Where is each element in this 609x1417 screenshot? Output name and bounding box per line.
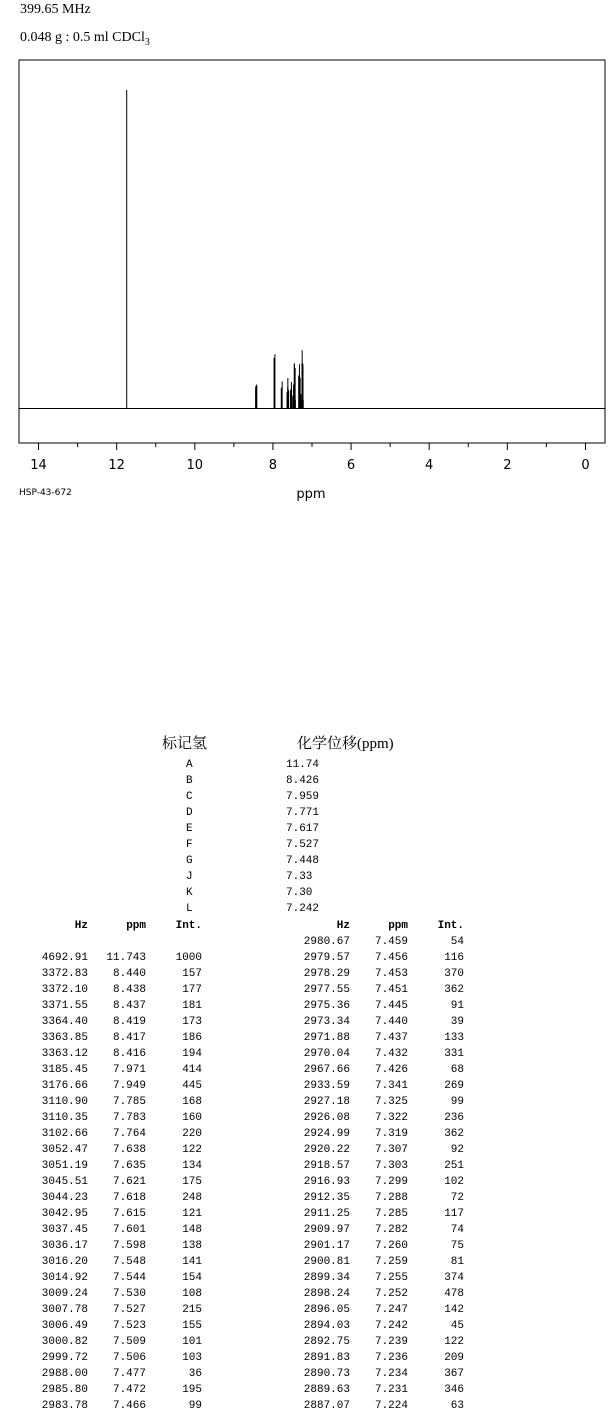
peak-ppm: 7.231 [374, 1384, 408, 1396]
peak-int: 331 [444, 1048, 464, 1060]
peak-row [288, 1302, 464, 1318]
x-tick-label-2: 2 [503, 458, 512, 473]
molecule-structure [0, 505, 609, 730]
peak-ppm: 7.285 [374, 1208, 408, 1220]
peak-int: 138 [182, 1240, 202, 1252]
header-int: Int. [437, 920, 464, 932]
peak-ppm: 7.247 [374, 1304, 408, 1316]
peak-ppm: 8.438 [112, 984, 146, 996]
peak-row [26, 1158, 202, 1174]
peak-row [26, 1206, 202, 1222]
peak-ppm: 7.477 [112, 1368, 146, 1380]
x-tick-label-10: 10 [186, 458, 204, 473]
peak-row [288, 1398, 464, 1414]
peak-ppm: 7.432 [374, 1048, 408, 1060]
peak-hz: 2980.67 [303, 936, 350, 948]
assignment-table [186, 757, 319, 917]
peak-int: 236 [444, 1112, 464, 1124]
peak-row [26, 1270, 202, 1286]
peak-hz: 2896.05 [303, 1304, 350, 1316]
peak-hz: 2901.17 [303, 1240, 350, 1252]
peak-table-right [288, 918, 464, 1414]
peak-hz: 3052.47 [41, 1144, 88, 1156]
peak-int: 177 [182, 984, 202, 996]
peak-int: 74 [450, 1224, 464, 1236]
peak-row [288, 1174, 464, 1190]
peak-int: 148 [182, 1224, 202, 1236]
assignment-row [186, 837, 319, 853]
peak-hz: 2988.00 [41, 1368, 88, 1380]
peak-row [26, 1062, 202, 1078]
x-tick-label-0: 0 [581, 458, 590, 473]
peak-hz: 2891.83 [303, 1352, 350, 1364]
peak-row [26, 1142, 202, 1158]
peak-hz: 2971.88 [303, 1032, 350, 1044]
peak-ppm: 7.341 [374, 1080, 408, 1092]
sample-main: 0.048 g : 0.5 ml CDCl [20, 30, 145, 45]
peak-ppm: 8.419 [112, 1016, 146, 1028]
peak-int: 367 [444, 1368, 464, 1380]
peak-int: 478 [444, 1288, 464, 1300]
x-tick-label-8: 8 [268, 458, 278, 473]
assignment-shift: 8.426 [286, 775, 320, 787]
peak-row [26, 1382, 202, 1398]
peak-ppm: 7.260 [374, 1240, 408, 1252]
peak-hz: 2933.59 [303, 1080, 350, 1092]
peak-int: 54 [450, 936, 464, 948]
peak-hz: 3042.95 [41, 1208, 88, 1220]
peak-hz: 2978.29 [303, 968, 350, 980]
peak-row [288, 1046, 464, 1062]
assignment-row [186, 901, 319, 917]
peak-ppm: 7.472 [112, 1384, 146, 1396]
header-ppm: ppm [126, 920, 146, 932]
peak-int: 103 [182, 1352, 202, 1364]
peak-ppm: 7.426 [374, 1064, 408, 1076]
peak-hz: 2977.55 [303, 984, 350, 996]
peak-row [288, 1158, 464, 1174]
peak-ppm: 7.299 [374, 1176, 408, 1188]
peak-hz: 2979.57 [303, 952, 350, 964]
peak-hz: 2983.78 [41, 1400, 88, 1412]
peak-int: 92 [450, 1144, 464, 1156]
peak-int: 91 [450, 1000, 464, 1012]
assignment-row [186, 789, 319, 805]
peak-ppm: 7.949 [112, 1080, 146, 1092]
peak-row [26, 1110, 202, 1126]
assignment-shift: 7.242 [286, 903, 320, 915]
peak-row [288, 1350, 464, 1366]
peak-int: 142 [444, 1304, 464, 1316]
peak-hz: 3102.66 [41, 1128, 88, 1140]
peak-ppm: 7.252 [374, 1288, 408, 1300]
peak-int: 154 [182, 1272, 202, 1284]
peak-int: 63 [450, 1400, 464, 1412]
peak-ppm: 7.325 [374, 1096, 408, 1108]
peak-ppm: 7.615 [112, 1208, 146, 1220]
peak-row [288, 1318, 464, 1334]
peak-ppm: 7.548 [112, 1256, 146, 1268]
peak-row [26, 982, 202, 998]
peak-hz: 3006.49 [41, 1320, 88, 1332]
peak-hz: 2912.35 [303, 1192, 350, 1204]
peak-int: 215 [182, 1304, 202, 1316]
spectrometer-frequency: 399.65 MHz [20, 2, 91, 17]
peak-ppm: 7.527 [112, 1304, 146, 1316]
peak-hz: 3371.55 [41, 1000, 88, 1012]
peak-row [288, 966, 464, 982]
assignment-label: E [186, 823, 193, 835]
peak-hz: 2967.66 [303, 1064, 350, 1076]
peak-ppm: 7.282 [374, 1224, 408, 1236]
peak-row [288, 1254, 464, 1270]
peak-ppm: 7.288 [374, 1192, 408, 1204]
assignment-row [186, 885, 319, 901]
peak-row [26, 1302, 202, 1318]
peak-int: 194 [182, 1048, 202, 1060]
peak-row [288, 1142, 464, 1158]
peak-hz: 2920.22 [303, 1144, 350, 1156]
peak-hz: 3014.92 [41, 1272, 88, 1284]
assignment-shift: 7.771 [286, 807, 320, 819]
peak-row [288, 1094, 464, 1110]
peak-int: 101 [182, 1336, 202, 1348]
peak-ppm: 7.621 [112, 1176, 146, 1188]
peak-int: 1000 [175, 952, 202, 964]
peak-hz: 2898.24 [303, 1288, 350, 1300]
peak-row [288, 1078, 464, 1094]
assignment-row [186, 821, 319, 837]
peak-int: 134 [182, 1160, 202, 1172]
peak-row [288, 1366, 464, 1382]
peak-int: 362 [444, 984, 464, 996]
peak-hz: 2890.73 [303, 1368, 350, 1380]
peak-ppm: 7.523 [112, 1320, 146, 1332]
peak-ppm: 7.259 [374, 1256, 408, 1268]
peak-row [26, 1078, 202, 1094]
assignment-shift: 11.74 [286, 759, 320, 771]
peak-row [26, 1030, 202, 1046]
x-tick-label-14: 14 [30, 458, 47, 473]
peak-int: 36 [188, 1368, 202, 1380]
peak-int: 181 [182, 1000, 202, 1012]
assignment-label: G [186, 855, 193, 867]
peak-ppm: 7.456 [374, 952, 408, 964]
peak-int: 121 [182, 1208, 202, 1220]
assignment-shift: 7.527 [286, 839, 320, 851]
peak-int: 122 [444, 1336, 464, 1348]
peak-ppm: 7.530 [112, 1288, 146, 1300]
peak-hz: 2887.07 [303, 1400, 350, 1412]
peak-row [288, 1126, 464, 1142]
peak-ppm: 7.451 [374, 984, 408, 996]
peak-hz: 2927.18 [303, 1096, 350, 1108]
peak-int: 414 [182, 1064, 202, 1076]
peak-hz: 3016.20 [41, 1256, 88, 1268]
peak-ppm: 7.544 [112, 1272, 146, 1284]
peak-hz: 2900.81 [303, 1256, 350, 1268]
peak-row [288, 934, 464, 950]
peak-hz: 3045.51 [41, 1176, 88, 1188]
peak-hz: 2899.34 [303, 1272, 350, 1284]
peak-int: 362 [444, 1128, 464, 1140]
peak-hz: 2975.36 [303, 1000, 350, 1012]
assignment-row [186, 869, 319, 885]
x-tick-label-12: 12 [108, 458, 125, 473]
peak-hz: 4692.91 [41, 952, 88, 964]
peaks-group [127, 90, 304, 408]
peak-int: 195 [182, 1384, 202, 1396]
peak-int: 445 [182, 1080, 202, 1092]
peak-row [26, 1126, 202, 1142]
peak-hz: 2894.03 [303, 1320, 350, 1332]
header-hz: Hz [74, 920, 88, 932]
peak-row [288, 1222, 464, 1238]
peak-row [26, 1350, 202, 1366]
peak-hz: 3036.17 [41, 1240, 88, 1252]
peak-row [288, 1270, 464, 1286]
peak-int: 370 [444, 968, 464, 980]
peak-hz: 2924.99 [303, 1128, 350, 1140]
peak-row [26, 1398, 202, 1414]
assignment-row [186, 773, 319, 789]
peak-int: 251 [444, 1160, 464, 1172]
peak-ppm: 7.239 [374, 1336, 408, 1348]
header-int: Int. [175, 920, 202, 932]
peak-ppm: 8.417 [112, 1032, 146, 1044]
peak-ppm: 11.743 [106, 952, 146, 964]
peak-int: 133 [444, 1032, 464, 1044]
peak-row [288, 1206, 464, 1222]
peak-hz: 2892.75 [303, 1336, 350, 1348]
peak-int: 168 [182, 1096, 202, 1108]
peak-int: 155 [182, 1320, 202, 1332]
peak-row [26, 1286, 202, 1302]
peak-int: 122 [182, 1144, 202, 1156]
peak-row [26, 998, 202, 1014]
peak-ppm: 7.785 [112, 1096, 146, 1108]
peak-hz: 3007.78 [41, 1304, 88, 1316]
peak-ppm: 7.440 [374, 1016, 408, 1028]
peak-hz: 2985.80 [41, 1384, 88, 1396]
peak-hz: 3363.12 [41, 1048, 88, 1060]
peak-hz: 3000.82 [41, 1336, 88, 1348]
peak-int: 75 [450, 1240, 464, 1252]
assignment-header-label: 标记氢 [162, 736, 208, 752]
assignment-label: B [186, 775, 193, 787]
peak-row [26, 1222, 202, 1238]
header-hz: Hz [336, 920, 350, 932]
peak-ppm: 7.453 [374, 968, 408, 980]
peak-row [288, 1014, 464, 1030]
peak-row [288, 982, 464, 998]
peak-row [26, 1318, 202, 1334]
peak-hz: 3372.10 [41, 984, 88, 996]
peak-row [26, 1094, 202, 1110]
assignment-shift: 7.30 [286, 887, 313, 899]
peak-int: 102 [444, 1176, 464, 1188]
assignment-shift: 7.33 [286, 871, 313, 883]
peak-hz: 3176.66 [41, 1080, 88, 1092]
peak-ppm: 7.601 [112, 1224, 146, 1236]
peak-row [26, 950, 202, 966]
assignment-row [186, 853, 319, 869]
peak-hz: 2970.04 [303, 1048, 350, 1060]
peak-int: 173 [182, 1016, 202, 1028]
peak-row [288, 1382, 464, 1398]
peak-ppm: 7.598 [112, 1240, 146, 1252]
peak-table-left-header [26, 918, 202, 934]
assignment-label: L [186, 903, 193, 915]
peak-row [26, 1366, 202, 1382]
peak-row [288, 1190, 464, 1206]
peak-ppm: 7.466 [112, 1400, 146, 1412]
peak-ppm: 7.224 [374, 1400, 408, 1412]
peak-ppm: 7.319 [374, 1128, 408, 1140]
peak-hz: 3364.40 [41, 1016, 88, 1028]
peak-ppm: 7.618 [112, 1192, 146, 1204]
peak-int: 108 [182, 1288, 202, 1300]
peak-int: 68 [450, 1064, 464, 1076]
peak-ppm: 8.440 [112, 968, 146, 980]
peak-row [26, 1014, 202, 1030]
peak-row [26, 1334, 202, 1350]
assignment-label: D [186, 807, 193, 819]
nmr-spectrum-chart [0, 0, 609, 505]
peak-int: 175 [182, 1176, 202, 1188]
peak-hz: 2909.97 [303, 1224, 350, 1236]
peak-hz: 3044.23 [41, 1192, 88, 1204]
peak-int: 81 [450, 1256, 464, 1268]
peak-int: 209 [444, 1352, 464, 1364]
peak-ppm: 7.303 [374, 1160, 408, 1172]
peak-row [288, 1062, 464, 1078]
peak-ppm: 7.322 [374, 1112, 408, 1124]
peak-table-right-header [288, 918, 464, 934]
assignment-label: A [186, 759, 193, 771]
x-tick-label-6: 6 [346, 458, 356, 473]
peak-hz: 3051.19 [41, 1160, 88, 1172]
peak-ppm: 7.242 [374, 1320, 408, 1332]
peak-hz: 2916.93 [303, 1176, 350, 1188]
assignment-label: K [186, 887, 193, 899]
peak-row [288, 1334, 464, 1350]
peak-hz: 3110.90 [41, 1096, 88, 1108]
peak-hz: 2926.08 [303, 1112, 350, 1124]
peak-int: 99 [450, 1096, 464, 1108]
peak-int: 99 [188, 1400, 202, 1412]
peak-ppm: 7.255 [374, 1272, 408, 1284]
peak-int: 39 [450, 1016, 464, 1028]
peak-hz: 3009.24 [41, 1288, 88, 1300]
peak-ppm: 7.509 [112, 1336, 146, 1348]
peak-int: 186 [182, 1032, 202, 1044]
peak-ppm: 7.307 [374, 1144, 408, 1156]
x-axis-label: ppm [296, 487, 326, 502]
assignment-label: F [186, 839, 193, 851]
assignment-row [186, 805, 319, 821]
peak-hz: 3185.45 [41, 1064, 88, 1076]
peak-ppm: 7.638 [112, 1144, 146, 1156]
x-tick-label-4: 4 [425, 458, 434, 473]
peak-int: 141 [182, 1256, 202, 1268]
peak-ppm: 7.971 [112, 1064, 146, 1076]
peak-hz: 3372.83 [41, 968, 88, 980]
peak-table-left [26, 918, 202, 1414]
header-ppm: ppm [388, 920, 408, 932]
assignment-shift: 7.959 [286, 791, 320, 803]
peak-ppm: 7.234 [374, 1368, 408, 1380]
peak-int: 116 [444, 952, 464, 964]
peak-int: 248 [182, 1192, 202, 1204]
peak-ppm: 8.437 [112, 1000, 146, 1012]
peak-ppm: 7.764 [112, 1128, 146, 1140]
peak-row [288, 1238, 464, 1254]
peak-row [288, 1286, 464, 1302]
peak-row [288, 950, 464, 966]
peak-row [288, 998, 464, 1014]
peak-hz: 2918.57 [303, 1160, 350, 1172]
assignment-shift: 7.617 [286, 823, 320, 835]
peak-ppm: 7.635 [112, 1160, 146, 1172]
x-axis-ticks [30, 443, 589, 473]
peak-ppm: 7.236 [374, 1352, 408, 1364]
spectrum-code: HSP-43-672 [19, 488, 72, 498]
peak-row [26, 1254, 202, 1270]
peak-hz: 2889.63 [303, 1384, 350, 1396]
assignment-label: C [186, 791, 193, 803]
peak-row [26, 1046, 202, 1062]
sample-subscript: 3 [144, 36, 150, 48]
peak-int: 220 [182, 1128, 202, 1140]
peak-row [26, 1190, 202, 1206]
peak-int: 160 [182, 1112, 202, 1124]
assignment-row [186, 757, 319, 773]
peak-int: 45 [450, 1320, 464, 1332]
peak-int: 157 [182, 968, 202, 980]
peak-ppm: 7.445 [374, 1000, 408, 1012]
peak-int: 374 [444, 1272, 464, 1284]
peak-ppm: 7.783 [112, 1112, 146, 1124]
peak-row [288, 1030, 464, 1046]
peak-ppm: 7.437 [374, 1032, 408, 1044]
assignment-label: J [186, 871, 193, 883]
peak-ppm: 8.416 [112, 1048, 146, 1060]
peak-hz: 2999.72 [41, 1352, 88, 1364]
peak-int: 346 [444, 1384, 464, 1396]
peak-hz: 3037.45 [41, 1224, 88, 1236]
peak-hz: 2911.25 [303, 1208, 350, 1220]
peak-hz: 2973.34 [303, 1016, 350, 1028]
peak-int: 72 [450, 1192, 464, 1204]
assignment-header-shift: 化学位移(ppm) [297, 736, 394, 752]
peak-ppm: 7.459 [374, 936, 408, 948]
peak-hz: 3110.35 [41, 1112, 88, 1124]
peak-ppm: 7.506 [112, 1352, 146, 1364]
assignment-shift: 7.448 [286, 855, 320, 867]
peak-int: 269 [444, 1080, 464, 1092]
peak-int: 117 [444, 1208, 464, 1220]
peak-row [288, 1110, 464, 1126]
peak-row [26, 1174, 202, 1190]
peak-hz: 3363.85 [41, 1032, 88, 1044]
plot-frame [19, 60, 605, 443]
peak-row [26, 966, 202, 982]
peak-row [26, 1238, 202, 1254]
